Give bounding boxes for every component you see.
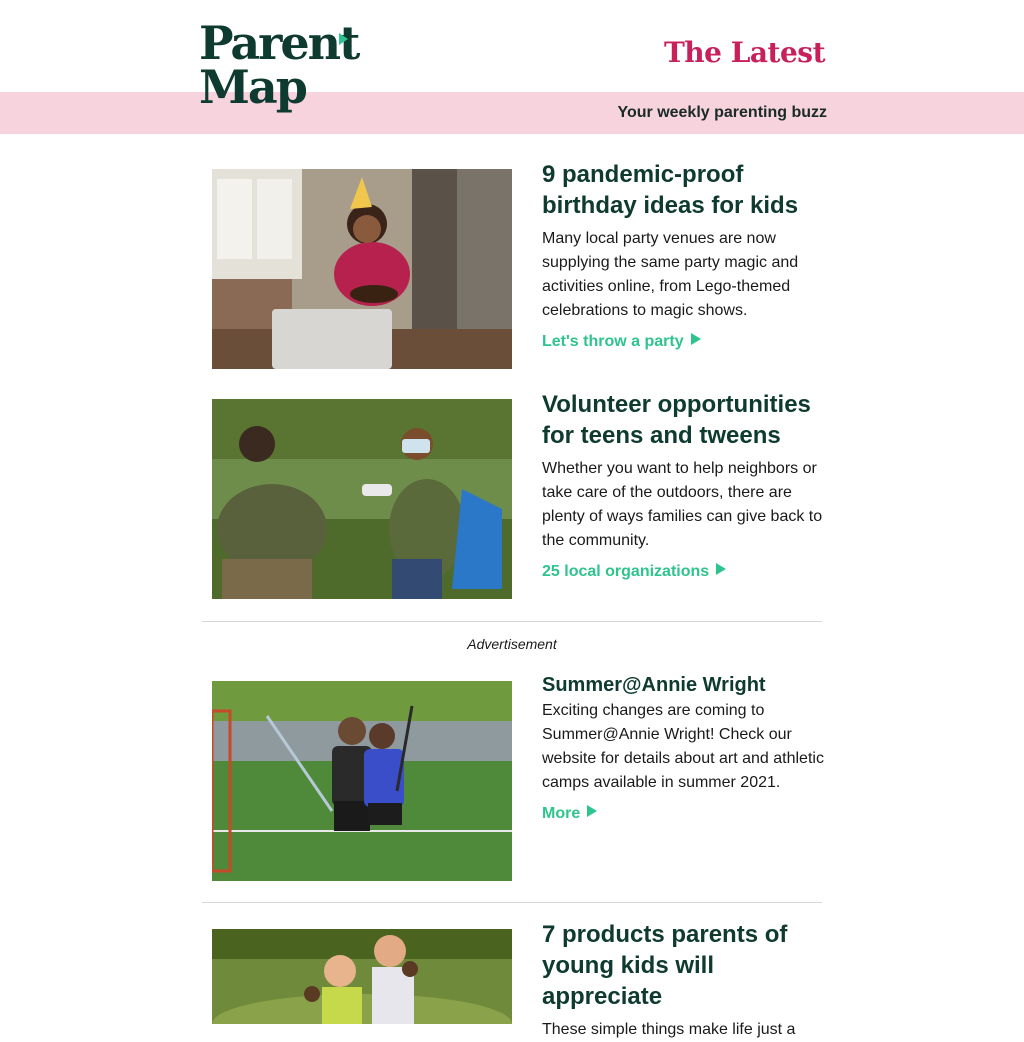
parentmap-logo[interactable] (199, 16, 359, 120)
cta-label: Let's throw a party (542, 333, 684, 350)
ad-image-lacrosse[interactable] (212, 681, 512, 881)
divider (202, 621, 822, 622)
tagline-band (0, 92, 1024, 134)
story-item (212, 161, 824, 369)
logo-text-map: Map (199, 60, 306, 114)
kids-mud-photo (212, 929, 512, 1024)
story-description: These simple things make life just a (542, 1021, 796, 1038)
story-item (212, 391, 824, 599)
play-arrow-icon (716, 563, 726, 575)
volunteer-photo (212, 399, 512, 599)
cta-label: 25 local organizations (542, 563, 710, 580)
story-image-products[interactable] (212, 929, 512, 1024)
story-title[interactable]: 7 products parents of young kids will appreciate (542, 921, 788, 1010)
volunteer-orgs-link[interactable] (542, 563, 726, 581)
newsletter-title: The Latest (663, 36, 825, 69)
story-description: Whether you want to help neighbors or take care of the outdoors, there are plenty of ways families can give back to the community. (542, 460, 823, 549)
play-arrow-icon (587, 805, 597, 817)
ad-text (542, 674, 824, 823)
birthday-photo (212, 169, 512, 369)
story-title[interactable]: Volunteer opportunities for teens and tweens (542, 391, 811, 449)
story-item (212, 921, 824, 1038)
tagline: Your weekly parenting buzz (617, 104, 827, 121)
party-ideas-link[interactable] (542, 333, 701, 351)
cta-label: More (542, 805, 581, 822)
story-title[interactable]: 9 pandemic-proof birthday ideas for kids (542, 161, 799, 219)
advertisement-label: Advertisement (467, 636, 557, 652)
ad-more-link[interactable] (542, 805, 597, 823)
ad-title[interactable]: Summer@Annie Wright (542, 674, 766, 696)
story-description: Many local party venues are now supplying the same party magic and activities online, from Lego-themed celebrations to magic shows. (542, 230, 799, 319)
story-image-birthday[interactable] (212, 169, 512, 369)
ad-item (212, 674, 824, 881)
divider (202, 902, 822, 903)
play-arrow-icon (691, 333, 701, 345)
ad-description: Exciting changes are coming to Summer@Annie Wright! Check our website for details about art and athletic camps available in summer 2021. (542, 702, 824, 791)
story-text (542, 391, 824, 581)
lacrosse-photo (212, 681, 512, 881)
logo-play-icon (339, 33, 348, 45)
logo-text-parent: Parent (199, 16, 359, 70)
story-text (542, 161, 824, 351)
story-image-volunteer[interactable] (212, 399, 512, 599)
story-text (542, 921, 824, 1042)
